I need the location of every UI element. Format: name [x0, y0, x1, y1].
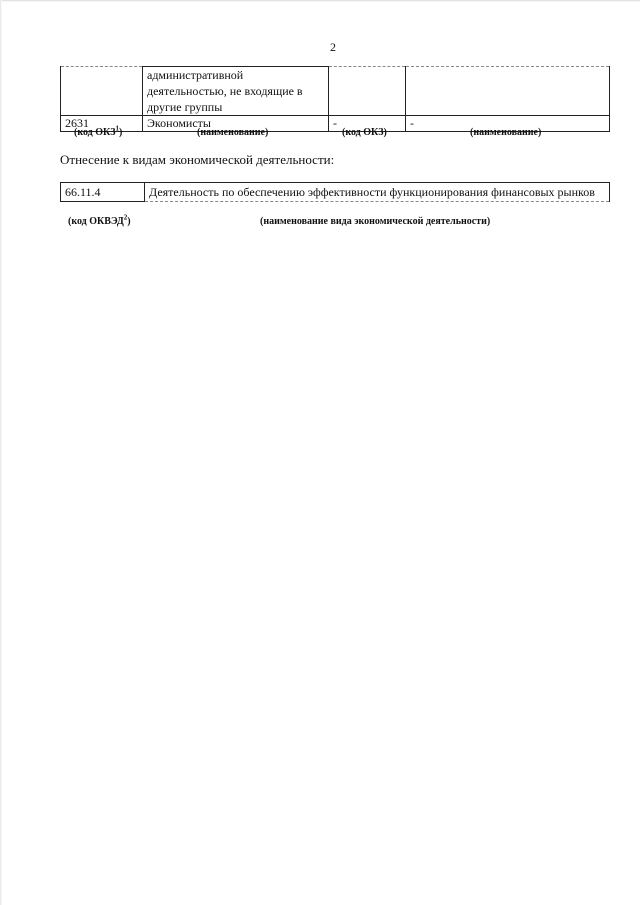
okved-activity-cell: Деятельность по обеспечению эффективности функционирования финансовых рынков [145, 183, 610, 202]
page-number: 2 [330, 40, 336, 54]
okz-table [60, 66, 610, 132]
okved-table-row [61, 183, 610, 202]
okved-code-caption [68, 213, 131, 227]
section-heading: Отнесение к видам экономической деятельности: [60, 152, 335, 167]
okved-code-caption-close: ) [127, 216, 131, 227]
okz-code-caption [74, 124, 123, 138]
okz-name-cell: административной деятельностью, не входящие в другие группы [143, 67, 329, 116]
okved-name-caption: (наименование вида экономической деятельности) [260, 216, 491, 227]
okz-name-cell: Экономисты [143, 116, 329, 132]
okved-code-caption-text: (код ОКВЭД [68, 216, 124, 227]
okz-name2-caption: (наименование) [470, 127, 542, 138]
scan-edge-left [0, 0, 2, 905]
okved-table [60, 182, 610, 202]
okz-code-caption-close: ) [119, 127, 123, 138]
scan-edge-top [0, 0, 640, 2]
okz-code2-caption: (код ОКЗ) [342, 127, 387, 138]
footnote-marker: 2 [123, 213, 128, 222]
okz-code2-cell: - [329, 116, 406, 132]
okz-name2-cell: - [406, 116, 610, 132]
okz-code2-cell [329, 67, 406, 116]
okz-table-row [61, 67, 610, 116]
okved-code-cell: 66.11.4 [61, 183, 145, 202]
okz-name-caption: (наименование) [197, 127, 269, 138]
footnote-marker: 1 [115, 124, 120, 133]
okz-code-caption-text: (код ОКЗ [74, 127, 116, 138]
okz-name2-cell [406, 67, 610, 116]
okz-code-cell [61, 67, 143, 116]
okz-code-cell: 2631 [61, 116, 143, 132]
